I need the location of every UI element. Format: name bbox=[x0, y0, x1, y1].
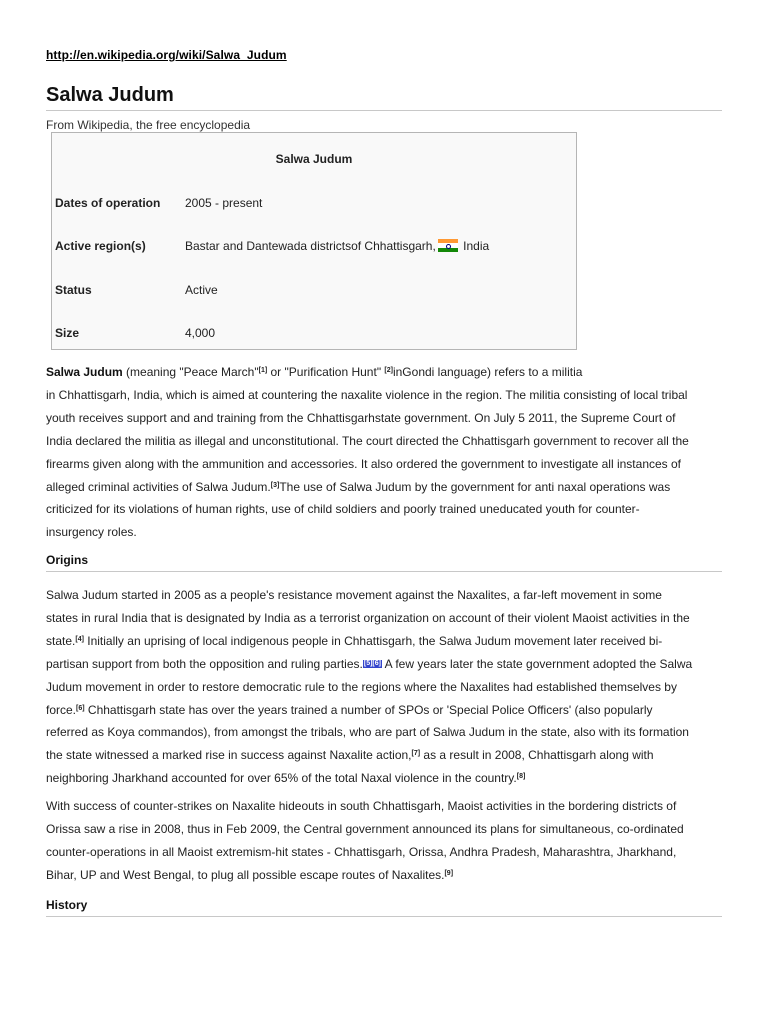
citation-link[interactable]: [2] bbox=[384, 367, 393, 374]
text-line: counter-operations in all Maoist extremism-hit states - Chhattisgarh, Orissa, Andhra Pradesh, Maharashtra, Jharkhand, bbox=[46, 844, 677, 859]
text-line: With success of counter-strikes on Naxalite hideouts in south Chhattisgarh, Maoist activities in the bordering districts of bbox=[46, 799, 677, 813]
citation-link[interactable]: [1] bbox=[258, 367, 268, 374]
counter-paragraph bbox=[46, 795, 722, 887]
citation-link[interactable]: [6] bbox=[76, 704, 85, 712]
infobox-caption: Salwa Judum bbox=[275, 152, 353, 166]
text: A few years later the state government adopted the Salwa bbox=[381, 656, 693, 671]
text-line: Orissa saw a rise in 2008, thus in Feb 2009, the Central government announced its plans for simultaneous, co-ordinated bbox=[46, 821, 684, 836]
text: Chhattisgarh state has over the years trained a number of SPOs or 'Special Police Officers' (also popularly bbox=[84, 702, 653, 717]
citation-link[interactable]: [3] bbox=[270, 481, 280, 489]
infobox-value: 2005 - present bbox=[185, 196, 263, 210]
text: the state witnessed a marked rise in success against Naxalite action, bbox=[46, 748, 412, 763]
citation-link[interactable]: [5][6] bbox=[363, 659, 381, 667]
text-line: Judum movement in order to restore democratic rule to the regions where the Naxalites had established themselves by bbox=[46, 679, 677, 694]
text: Initially an uprising of local indigenous people in Chhattisgarh, the Salwa Judum movement later received bi- bbox=[83, 633, 663, 648]
lead-term: Salwa Judum bbox=[46, 365, 123, 379]
text: alleged criminal activities of Salwa Judum. bbox=[46, 479, 271, 494]
citation-link[interactable]: [9] bbox=[444, 869, 454, 877]
country-link[interactable]: India bbox=[463, 239, 490, 253]
infobox-label: Active region(s) bbox=[55, 239, 146, 253]
page-title: Salwa Judum bbox=[46, 84, 722, 111]
region-text[interactable]: Bastar and Dantewada districtsof Chhattisgarh, bbox=[185, 239, 436, 253]
text: Bihar, UP and West Bengal, to plug all possible escape routes of Naxalites. bbox=[46, 867, 445, 882]
text: partisan support from both the opposition and ruling parties. bbox=[46, 656, 363, 671]
infobox-value: Active bbox=[185, 283, 218, 297]
page-url-link[interactable]: http://en.wikipedia.org/wiki/Salwa_Judum bbox=[46, 48, 287, 62]
infobox bbox=[51, 132, 577, 350]
text: as a result in 2008, Chhattisgarh along with bbox=[420, 748, 654, 763]
citation-link[interactable]: [8] bbox=[516, 773, 526, 781]
text-line: states in rural India that is designated by India as a terrorist organization on account of their violent Maoist activities in the bbox=[46, 610, 690, 625]
text: The use of Salwa Judum by the government for anti naxal operations was bbox=[279, 479, 671, 494]
text-line: youth receives support and and training from the Chhattisgarhstate government. On July 5 2011, the Supreme Court of bbox=[46, 410, 676, 425]
text: force. bbox=[46, 702, 77, 717]
text: state. bbox=[46, 633, 76, 648]
text: or "Purification Hunt" bbox=[267, 365, 385, 379]
text: (meaning "Peace March" bbox=[122, 365, 259, 379]
citation-link[interactable]: [7] bbox=[411, 750, 421, 758]
origins-paragraph bbox=[46, 584, 722, 790]
citation-link[interactable]: [4] bbox=[75, 635, 84, 643]
infobox-label: Dates of operation bbox=[55, 196, 161, 210]
text-line: India declared the militia as illegal and unconstitutional. The court directed the Chhattisgarh government to recover all the bbox=[46, 433, 689, 448]
text-line: in Chhattisgarh, India, which is aimed at countering the naxalite violence in the region. The militia consisting of local tribal bbox=[46, 387, 688, 402]
india-flag-icon bbox=[438, 239, 458, 252]
section-heading-history: History bbox=[46, 898, 722, 917]
infobox-label: Status bbox=[55, 283, 92, 297]
infobox-label: Size bbox=[55, 326, 80, 340]
infobox-value: 4,000 bbox=[185, 326, 216, 340]
text-line: referred as Koya commandos), from amongst the tribals, who are part of Salwa Judum in the state, also with its formation bbox=[46, 725, 689, 740]
text: inGondi language) refers to a militia bbox=[392, 365, 583, 379]
page-tagline: From Wikipedia, the free encyclopedia bbox=[46, 118, 251, 132]
intro-paragraph bbox=[46, 361, 722, 544]
text-line: insurgency roles. bbox=[46, 525, 137, 540]
text: neighboring Jharkhand accounted for over 65% of the total Naxal violence in the country. bbox=[46, 771, 517, 786]
text-line: Salwa Judum started in 2005 as a people's resistance movement against the Naxalites, a far-left movement in some bbox=[46, 588, 662, 602]
text-line: firearms given along with the ammunition and accessories. It also ordered the government to investigate all instances of bbox=[46, 456, 682, 471]
infobox-value bbox=[185, 239, 489, 253]
text-line: criticized for its violations of human rights, use of child soldiers and poorly trained uneducated youth for counter- bbox=[46, 502, 640, 517]
section-heading-origins: Origins bbox=[46, 553, 722, 572]
